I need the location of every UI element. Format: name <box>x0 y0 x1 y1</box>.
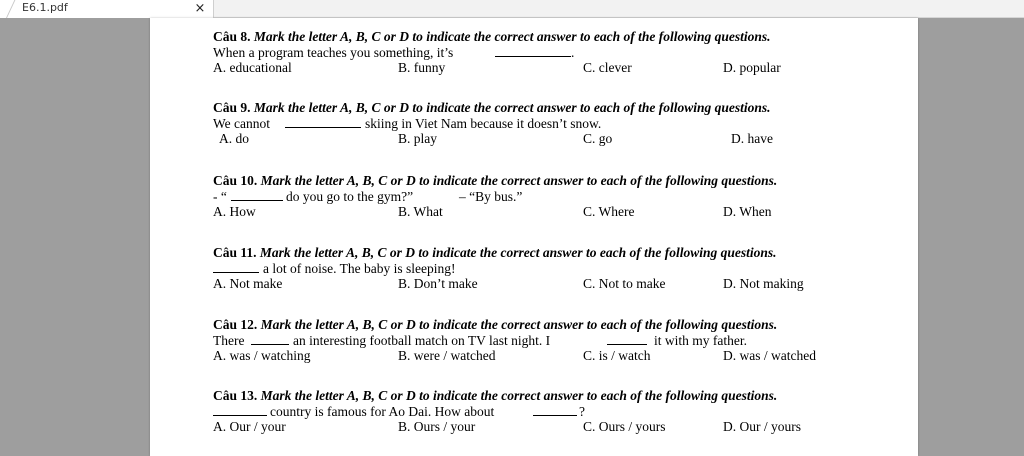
answer-options <box>213 276 913 292</box>
option-b[interactable]: B. What <box>398 204 443 219</box>
option-b[interactable]: B. were / watched <box>398 348 496 363</box>
question-instruction: Mark the letter A, B, C or D to indicate the correct answer to each of the following questions. <box>260 388 778 403</box>
option-a[interactable]: A. was / watching <box>213 348 311 363</box>
option-c[interactable]: C. clever <box>583 60 632 75</box>
answer-blank <box>607 333 647 345</box>
option-b[interactable]: B. Ours / your <box>398 419 476 434</box>
question-11 <box>213 245 913 292</box>
close-icon[interactable]: × <box>194 1 206 16</box>
question-stem <box>213 189 913 204</box>
question-stem <box>213 45 913 60</box>
option-a[interactable]: A. Our / your <box>213 419 286 434</box>
stem-text: country is famous for Ao Dai. How about <box>270 404 495 419</box>
stem-text: We cannot <box>213 116 271 131</box>
option-d[interactable]: D. Not making <box>723 276 804 291</box>
question-instruction: Mark the letter A, B, C or D to indicate the correct answer to each of the following questions. <box>260 173 778 188</box>
stem-text: ? <box>579 404 585 419</box>
stem-text: a lot of noise. The baby is sleeping! <box>263 261 456 276</box>
pdf-page <box>150 18 918 456</box>
stem-text: do you go to the gym?” <box>286 189 414 204</box>
question-stem <box>213 261 913 276</box>
option-d[interactable]: D. When <box>723 204 772 219</box>
answer-options <box>213 348 913 364</box>
stem-text: . <box>571 45 575 60</box>
answer-options <box>213 60 913 76</box>
question-10 <box>213 173 913 220</box>
question-heading <box>213 100 913 116</box>
question-heading <box>213 388 913 404</box>
answer-blank <box>213 261 259 273</box>
option-d[interactable]: D. Our / yours <box>723 419 801 434</box>
document-tab[interactable] <box>0 0 214 18</box>
option-d[interactable]: D. was / watched <box>723 348 816 363</box>
stem-text: an interesting football match on TV last night. I <box>293 333 551 348</box>
question-heading <box>213 245 913 261</box>
question-instruction: Mark the letter A, B, C or D to indicate the correct answer to each of the following questions. <box>253 29 771 44</box>
question-label: Câu 12. <box>213 317 258 332</box>
question-8 <box>213 29 913 76</box>
question-instruction: Mark the letter A, B, C or D to indicate the correct answer to each of the following questions. <box>260 317 778 332</box>
question-label: Câu 9. <box>213 100 251 115</box>
tab-bar <box>0 0 1024 18</box>
option-c[interactable]: C. Where <box>583 204 635 219</box>
option-b[interactable]: B. Don’t make <box>398 276 478 291</box>
answer-options <box>213 419 913 435</box>
question-instruction: Mark the letter A, B, C or D to indicate the correct answer to each of the following questions. <box>253 100 771 115</box>
option-a[interactable]: A. How <box>213 204 256 219</box>
stem-text: skiing in Viet Nam because it doesn’t snow. <box>365 116 602 131</box>
answer-blank <box>251 333 289 345</box>
tab-title[interactable]: E6.1.pdf <box>22 1 68 14</box>
option-a[interactable]: A. do <box>219 131 249 146</box>
question-label: Câu 11. <box>213 245 257 260</box>
question-label: Câu 13. <box>213 388 258 403</box>
option-d[interactable]: D. popular <box>723 60 781 75</box>
option-c[interactable]: C. Ours / yours <box>583 419 666 434</box>
question-heading <box>213 173 913 189</box>
option-d[interactable]: D. have <box>731 131 773 146</box>
question-stem <box>213 404 913 419</box>
answer-options <box>213 131 913 147</box>
question-instruction: Mark the letter A, B, C or D to indicate the correct answer to each of the following questions. <box>259 245 777 260</box>
question-heading <box>213 317 913 333</box>
question-heading <box>213 29 913 45</box>
answer-blank <box>495 45 571 57</box>
option-b[interactable]: B. funny <box>398 60 446 75</box>
question-label: Câu 8. <box>213 29 251 44</box>
answer-options <box>213 204 913 220</box>
stem-text: it with my father. <box>654 333 747 348</box>
answer-blank <box>533 404 577 416</box>
question-9 <box>213 100 913 147</box>
stem-text: – “By bus.” <box>459 189 523 204</box>
stem-text: There <box>213 333 245 348</box>
question-stem <box>213 333 913 348</box>
question-12 <box>213 317 913 364</box>
question-13 <box>213 388 913 435</box>
option-c[interactable]: C. Not to make <box>583 276 666 291</box>
option-a[interactable]: A. educational <box>213 60 292 75</box>
option-c[interactable]: C. go <box>583 131 613 146</box>
question-label: Câu 10. <box>213 173 258 188</box>
option-a[interactable]: A. Not make <box>213 276 283 291</box>
question-stem <box>213 116 913 131</box>
answer-blank <box>285 116 361 128</box>
option-b[interactable]: B. play <box>398 131 437 146</box>
stem-text: - “ <box>213 189 227 204</box>
option-c[interactable]: C. is / watch <box>583 348 651 363</box>
answer-blank <box>213 404 267 416</box>
stem-text: When a program teaches you something, it’s <box>213 45 454 60</box>
answer-blank <box>231 189 283 201</box>
